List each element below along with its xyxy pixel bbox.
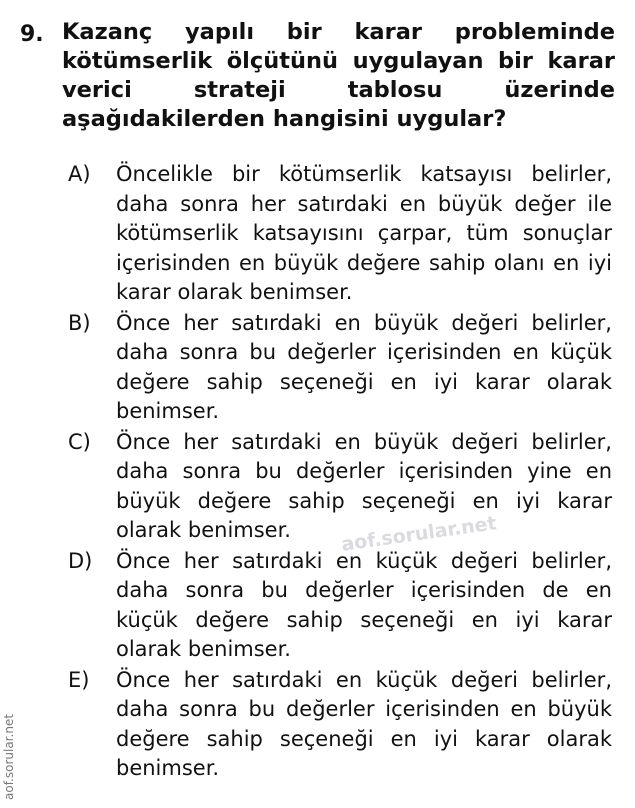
option-e-letter: E) bbox=[68, 667, 90, 692]
option-b-text: Önce her satırdaki en büyük değeri belirler, daha sonra bu değerler içerisinden en küçük değere sahip seçeneği en iyi karar olarak benimser. bbox=[116, 310, 612, 423]
option-d-letter: D) bbox=[68, 548, 93, 573]
option-e[interactable] bbox=[0, 666, 635, 784]
question-number: 9. bbox=[20, 22, 44, 47]
watermark-side: aof.sorular.net bbox=[2, 713, 16, 800]
option-d[interactable] bbox=[0, 547, 635, 665]
option-b-letter: B) bbox=[68, 310, 91, 335]
option-a-letter: A) bbox=[68, 162, 91, 186]
option-a[interactable] bbox=[0, 160, 635, 308]
answer-options bbox=[0, 160, 635, 785]
option-a-text: Öncelikle bir kötümserlik katsayısı belirler, daha sonra her satırdaki en büyük değer ile kötümserlik katsayısını çarpar, tüm sonuçlar içerisinden en büyük değere sahip olanı en iyi karar olarak benimser. bbox=[116, 162, 612, 304]
watermark-center: aof.sorular.net bbox=[340, 512, 498, 556]
question-stem: Kazanç yapılı bir karar probleminde kötümserlik ölçütünü uygulayan bir karar verici strateji tablosu üzerinde aşağıdakilerden hangisini uygular? bbox=[62, 19, 615, 132]
option-c-text: Önce her satırdaki en büyük değeri belirler, daha sonra bu değerler içerisinden yine en büyük değere sahip seçeneği en iyi karar olarak benimser. bbox=[116, 429, 612, 542]
option-d-text: Önce her satırdaki en küçük değeri belirler, daha sonra bu değerler içerisinden de en küçük değere sahip seçeneği en iyi karar olarak benimser. bbox=[116, 548, 612, 661]
option-c[interactable] bbox=[0, 428, 635, 546]
option-b[interactable] bbox=[0, 309, 635, 427]
option-e-text: Önce her satırdaki en küçük değeri belirler, daha sonra bu değerler içerisinden en büyük değere sahip seçeneği en iyi karar olarak benimser. bbox=[116, 667, 612, 780]
option-c-letter: C) bbox=[68, 429, 91, 454]
